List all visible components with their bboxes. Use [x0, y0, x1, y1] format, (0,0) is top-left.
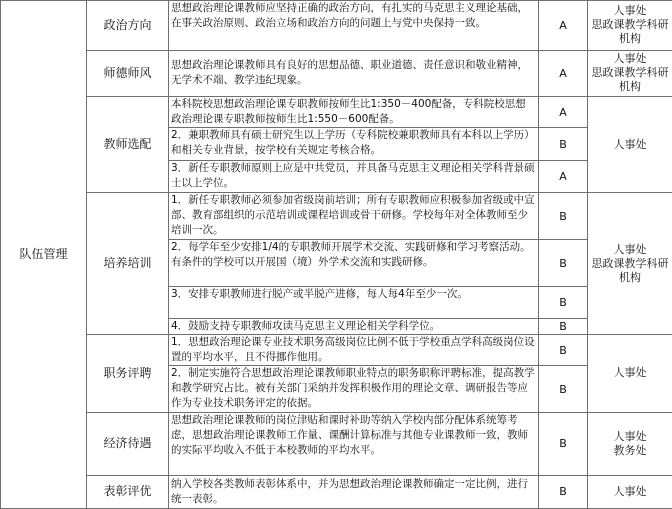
criterion-text: 本科院校思想政治理论课专职教师按师生比1:350－400配备，专科院校思想政治理论课专职教师按师生比1:550－600配备。 [169, 97, 539, 128]
dept-cell [588, 334, 672, 412]
level-cell: B [539, 318, 588, 334]
dept-line: 人事处 [613, 429, 647, 443]
dept-cell [588, 412, 672, 475]
criterion-text: 1．思想政治理论课专业技术职务高级岗位比例不低于学校重点学科高级岗位设置的平均水平，且不得挪作他用。 [169, 334, 539, 365]
dept-line: 教务处 [613, 443, 647, 457]
criterion-text: 2．制定实施符合思想政治理论课教师职业特点的职务职称评聘标准，提高教学和教学研究占比。被有关部门采纳并发挥积极作用的理论文章、调研报告等应作为专业技术职务评定的依据。 [169, 366, 539, 413]
criterion-text: 2．兼职教师具有硕士研究生以上学历（专科院校兼职教师具有本科以上学历）和相关专业背景，按学校有关规定考核合格。 [169, 128, 539, 160]
subcategory-label: 培养培训 [103, 256, 152, 271]
subcategory-label: 政治方向 [103, 17, 152, 32]
subcategory-cell [87, 412, 169, 475]
subcategory-cell [87, 97, 169, 193]
subcategory-cell [87, 193, 169, 335]
level-cell: B [539, 239, 588, 287]
subcategory-label: 师德师风 [103, 65, 152, 80]
criterion-text: 4．鼓励支持专职教师攻读马克思主义理论相关学科学位。 [169, 318, 539, 334]
subcategory-cell [87, 334, 169, 412]
dept-line: 人事处 [613, 484, 647, 498]
category-label: 队伍管理 [19, 247, 68, 261]
dept-line: 人事处 [613, 52, 647, 66]
subcategory-label: 职务评聘 [103, 365, 152, 380]
dept-line: 人事处 [613, 242, 647, 256]
level-cell: B [539, 334, 588, 365]
criterion-text: 纳入学校各类教师表彰体系中，并为思想政治理论课教师确定一定比例，进行统一表彰。 [169, 475, 539, 508]
subcategory-cell [87, 475, 169, 508]
dept-cell [588, 475, 672, 508]
dept-line: 思政课教学科研机构 [591, 18, 669, 46]
criterion-text: 思想政治理论课教师具有良好的思想品德、职业道德、责任意识和敬业精神，无学术不端、教学违纪现象。 [169, 50, 539, 97]
level-cell: A [539, 97, 588, 128]
subcategory-label: 教师选配 [103, 137, 152, 152]
criterion-text: 思想政治理论课教师应坚持正确的政治方向，有扎实的马克思主义理论基础，在事关政治原则、政治立场和政治方向的问题上与党中央保持一致。 [169, 1, 539, 51]
dept-line: 思政课教学科研机构 [591, 256, 669, 284]
criterion-text: 3．安排专职教师进行脱产或半脱产进修，每人每4年至少一次。 [169, 287, 539, 318]
dept-cell [588, 1, 672, 51]
criterion-text: 3．新任专职教师原则上应是中共党员，并具备马克思主义理论相关学科背景硕士以上学位。 [169, 160, 539, 192]
level-cell: A [539, 50, 588, 97]
category-cell [1, 1, 87, 509]
level-cell: B [539, 128, 588, 160]
level-cell: B [539, 193, 588, 240]
level-cell: A [539, 1, 588, 51]
dept-line: 人事处 [613, 137, 647, 151]
level-cell: B [539, 366, 588, 413]
subcategory-label: 表彰评优 [103, 484, 152, 499]
dept-line: 人事处 [613, 366, 647, 380]
dept-cell [588, 50, 672, 97]
dept-line: 人事处 [613, 4, 647, 18]
subcategory-cell [87, 1, 169, 51]
level-cell: A [539, 160, 588, 192]
subcategory-cell [87, 50, 169, 97]
dept-cell [588, 193, 672, 335]
level-cell: B [539, 475, 588, 508]
criterion-text: 2．每学年至少安排1/4的专职教师开展学术交流、实践研修和学习考察活动。有条件的学校可以开展国（境）外学术交流和实践研修。 [169, 239, 539, 287]
subcategory-label: 经济待遇 [103, 436, 152, 451]
dept-line: 思政课教学科研机构 [591, 66, 669, 94]
criterion-text: 思想政治理论课教师的岗位津贴和课时补助等纳入学校内部分配体系统筹考虑，思想政治理论课教师工作量、课酬计算标准与其他专业课教师一致，教师的实际平均收入不低于本校教师的平均水平。 [169, 412, 539, 475]
level-cell: B [539, 412, 588, 475]
dept-cell [588, 97, 672, 193]
level-cell: B [539, 287, 588, 318]
criterion-text: 1．新任专职教师必须参加省级岗前培训；所有专职教师应积极参加省级或中宣部、教育部组织的示范培训或课程培训或骨干研修。学校每年对全体教师至少培训一次。 [169, 193, 539, 240]
